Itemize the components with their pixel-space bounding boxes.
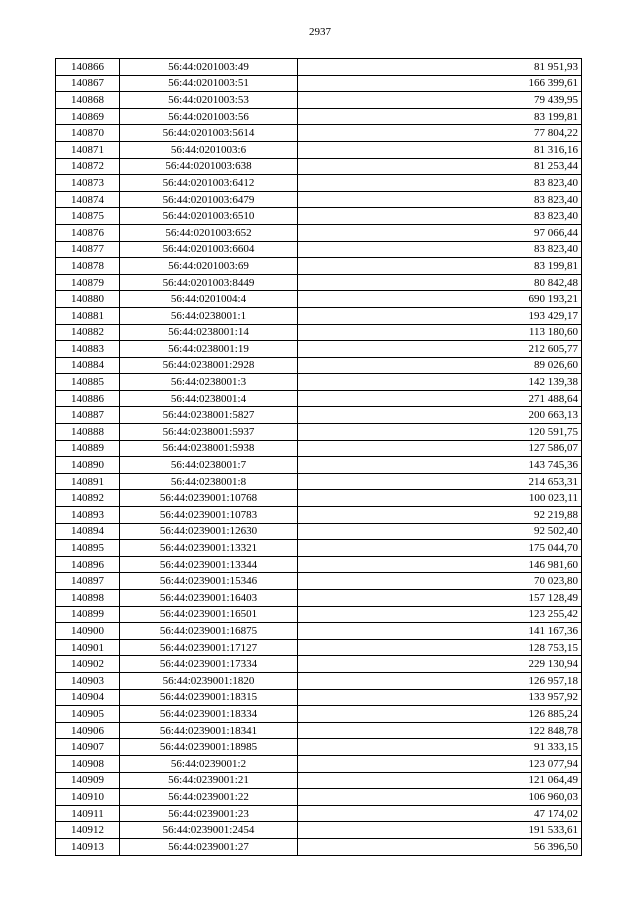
cadastral-number-cell: 56:44:0201004:4 — [120, 291, 298, 308]
table-row — [56, 440, 582, 457]
row-number-cell: 140895 — [56, 540, 120, 557]
value-cell: 92 502,40 — [298, 523, 582, 540]
table-row — [56, 241, 582, 258]
table-row — [56, 556, 582, 573]
table-row — [56, 722, 582, 739]
table-row — [56, 822, 582, 839]
cadastral-number-cell: 56:44:0238001:5937 — [120, 424, 298, 441]
row-number-cell: 140904 — [56, 689, 120, 706]
table-row — [56, 789, 582, 806]
value-cell: 47 174,02 — [298, 805, 582, 822]
cadastral-number-cell: 56:44:0239001:10768 — [120, 490, 298, 507]
row-number-cell: 140887 — [56, 407, 120, 424]
row-number-cell: 140888 — [56, 424, 120, 441]
row-number-cell: 140897 — [56, 573, 120, 590]
value-cell: 83 823,40 — [298, 191, 582, 208]
cadastral-number-cell: 56:44:0201003:56 — [120, 108, 298, 125]
value-cell: 126 957,18 — [298, 672, 582, 689]
table-row — [56, 390, 582, 407]
cadastral-value-table — [55, 58, 582, 856]
row-number-cell: 140877 — [56, 241, 120, 258]
cadastral-number-cell: 56:44:0239001:16875 — [120, 623, 298, 640]
value-cell: 212 605,77 — [298, 341, 582, 358]
cadastral-number-cell: 56:44:0238001:5938 — [120, 440, 298, 457]
row-number-cell: 140878 — [56, 258, 120, 275]
row-number-cell: 140905 — [56, 706, 120, 723]
cadastral-number-cell: 56:44:0239001:1820 — [120, 672, 298, 689]
cadastral-number-cell: 56:44:0201003:6479 — [120, 191, 298, 208]
row-number-cell: 140886 — [56, 390, 120, 407]
table-row — [56, 473, 582, 490]
value-cell: 200 663,13 — [298, 407, 582, 424]
row-number-cell: 140874 — [56, 191, 120, 208]
cadastral-number-cell: 56:44:0201003:51 — [120, 75, 298, 92]
table-row — [56, 639, 582, 656]
row-number-cell: 140912 — [56, 822, 120, 839]
cadastral-number-cell: 56:44:0238001:5827 — [120, 407, 298, 424]
row-number-cell: 140868 — [56, 92, 120, 109]
table-row — [56, 457, 582, 474]
cadastral-number-cell: 56:44:0201003:6510 — [120, 208, 298, 225]
value-cell: 83 823,40 — [298, 208, 582, 225]
cadastral-number-cell: 56:44:0201003:8449 — [120, 274, 298, 291]
table-row — [56, 490, 582, 507]
row-number-cell: 140869 — [56, 108, 120, 125]
cadastral-number-cell: 56:44:0239001:16501 — [120, 606, 298, 623]
table-row — [56, 656, 582, 673]
row-number-cell: 140872 — [56, 158, 120, 175]
row-number-cell: 140906 — [56, 722, 120, 739]
row-number-cell: 140896 — [56, 556, 120, 573]
cadastral-number-cell: 56:44:0239001:2454 — [120, 822, 298, 839]
cadastral-number-cell: 56:44:0201003:69 — [120, 258, 298, 275]
row-number-cell: 140884 — [56, 357, 120, 374]
row-number-cell: 140894 — [56, 523, 120, 540]
cadastral-number-cell: 56:44:0239001:17334 — [120, 656, 298, 673]
value-cell: 193 429,17 — [298, 307, 582, 324]
cadastral-number-cell: 56:44:0239001:13321 — [120, 540, 298, 557]
value-cell: 271 488,64 — [298, 390, 582, 407]
value-cell: 83 823,40 — [298, 175, 582, 192]
row-number-cell: 140907 — [56, 739, 120, 756]
row-number-cell: 140913 — [56, 838, 120, 855]
table-row — [56, 739, 582, 756]
cadastral-number-cell: 56:44:0201003:652 — [120, 224, 298, 241]
row-number-cell: 140911 — [56, 805, 120, 822]
cadastral-number-cell: 56:44:0201003:49 — [120, 59, 298, 76]
value-cell: 81 951,93 — [298, 59, 582, 76]
value-cell: 690 193,21 — [298, 291, 582, 308]
value-cell: 91 333,15 — [298, 739, 582, 756]
table-row — [56, 606, 582, 623]
table-row — [56, 540, 582, 557]
cadastral-number-cell: 56:44:0239001:21 — [120, 772, 298, 789]
row-number-cell: 140898 — [56, 590, 120, 607]
row-number-cell: 140893 — [56, 507, 120, 524]
cadastral-number-cell: 56:44:0201003:5614 — [120, 125, 298, 142]
table-row — [56, 191, 582, 208]
cadastral-number-cell: 56:44:0239001:18341 — [120, 722, 298, 739]
cadastral-number-cell: 56:44:0201003:6412 — [120, 175, 298, 192]
value-cell: 123 255,42 — [298, 606, 582, 623]
cadastral-number-cell: 56:44:0201003:6 — [120, 141, 298, 158]
value-cell: 81 253,44 — [298, 158, 582, 175]
cadastral-number-cell: 56:44:0238001:7 — [120, 457, 298, 474]
value-cell: 143 745,36 — [298, 457, 582, 474]
cadastral-number-cell: 56:44:0239001:22 — [120, 789, 298, 806]
cadastral-number-cell: 56:44:0239001:12630 — [120, 523, 298, 540]
value-cell: 97 066,44 — [298, 224, 582, 241]
value-cell: 128 753,15 — [298, 639, 582, 656]
cadastral-number-cell: 56:44:0239001:16403 — [120, 590, 298, 607]
value-cell: 229 130,94 — [298, 656, 582, 673]
table-row — [56, 141, 582, 158]
row-number-cell: 140871 — [56, 141, 120, 158]
value-cell: 56 396,50 — [298, 838, 582, 855]
value-cell: 89 026,60 — [298, 357, 582, 374]
value-cell: 92 219,88 — [298, 507, 582, 524]
table-row — [56, 158, 582, 175]
row-number-cell: 140879 — [56, 274, 120, 291]
value-cell: 113 180,60 — [298, 324, 582, 341]
cadastral-number-cell: 56:44:0238001:19 — [120, 341, 298, 358]
row-number-cell: 140866 — [56, 59, 120, 76]
cadastral-number-cell: 56:44:0239001:15346 — [120, 573, 298, 590]
row-number-cell: 140890 — [56, 457, 120, 474]
cadastral-number-cell: 56:44:0239001:18985 — [120, 739, 298, 756]
cadastral-number-cell: 56:44:0238001:4 — [120, 390, 298, 407]
cadastral-number-cell: 56:44:0239001:23 — [120, 805, 298, 822]
table-row — [56, 590, 582, 607]
value-cell: 122 848,78 — [298, 722, 582, 739]
cadastral-number-cell: 56:44:0238001:8 — [120, 473, 298, 490]
value-cell: 83 199,81 — [298, 258, 582, 275]
value-cell: 126 885,24 — [298, 706, 582, 723]
cadastral-number-cell: 56:44:0239001:27 — [120, 838, 298, 855]
table-row — [56, 341, 582, 358]
row-number-cell: 140899 — [56, 606, 120, 623]
value-cell: 191 533,61 — [298, 822, 582, 839]
row-number-cell: 140891 — [56, 473, 120, 490]
value-cell: 80 842,48 — [298, 274, 582, 291]
table-row — [56, 507, 582, 524]
value-cell: 83 823,40 — [298, 241, 582, 258]
row-number-cell: 140901 — [56, 639, 120, 656]
cadastral-number-cell: 56:44:0201003:53 — [120, 92, 298, 109]
cadastral-number-cell: 56:44:0239001:18334 — [120, 706, 298, 723]
table-row — [56, 291, 582, 308]
table-row — [56, 672, 582, 689]
row-number-cell: 140885 — [56, 374, 120, 391]
row-number-cell: 140900 — [56, 623, 120, 640]
cadastral-number-cell: 56:44:0239001:13344 — [120, 556, 298, 573]
table-row — [56, 108, 582, 125]
value-cell: 133 957,92 — [298, 689, 582, 706]
table-row — [56, 772, 582, 789]
row-number-cell: 140883 — [56, 341, 120, 358]
row-number-cell: 140873 — [56, 175, 120, 192]
value-cell: 77 804,22 — [298, 125, 582, 142]
row-number-cell: 140910 — [56, 789, 120, 806]
value-cell: 141 167,36 — [298, 623, 582, 640]
value-cell: 121 064,49 — [298, 772, 582, 789]
cadastral-number-cell: 56:44:0238001:3 — [120, 374, 298, 391]
cadastral-number-cell: 56:44:0239001:18315 — [120, 689, 298, 706]
row-number-cell: 140875 — [56, 208, 120, 225]
table-row — [56, 838, 582, 855]
value-cell: 81 316,16 — [298, 141, 582, 158]
table-row — [56, 689, 582, 706]
value-cell: 123 077,94 — [298, 755, 582, 772]
row-number-cell: 140902 — [56, 656, 120, 673]
row-number-cell: 140881 — [56, 307, 120, 324]
cadastral-number-cell: 56:44:0239001:10783 — [120, 507, 298, 524]
cadastral-number-cell: 56:44:0239001:2 — [120, 755, 298, 772]
table-row — [56, 75, 582, 92]
table-row — [56, 357, 582, 374]
value-cell: 79 439,95 — [298, 92, 582, 109]
value-cell: 70 023,80 — [298, 573, 582, 590]
table-row — [56, 59, 582, 76]
cadastral-number-cell: 56:44:0238001:1 — [120, 307, 298, 324]
row-number-cell: 140870 — [56, 125, 120, 142]
value-cell: 166 399,61 — [298, 75, 582, 92]
row-number-cell: 140882 — [56, 324, 120, 341]
table-row — [56, 755, 582, 772]
cadastral-number-cell: 56:44:0201003:638 — [120, 158, 298, 175]
table-row — [56, 224, 582, 241]
value-cell: 157 128,49 — [298, 590, 582, 607]
table-row — [56, 374, 582, 391]
value-cell: 146 981,60 — [298, 556, 582, 573]
table-row — [56, 623, 582, 640]
cadastral-number-cell: 56:44:0238001:14 — [120, 324, 298, 341]
row-number-cell: 140880 — [56, 291, 120, 308]
table-row — [56, 125, 582, 142]
table-row — [56, 706, 582, 723]
value-cell: 83 199,81 — [298, 108, 582, 125]
value-cell: 142 139,38 — [298, 374, 582, 391]
cadastral-number-cell: 56:44:0238001:2928 — [120, 357, 298, 374]
value-cell: 127 586,07 — [298, 440, 582, 457]
table-row — [56, 274, 582, 291]
row-number-cell: 140892 — [56, 490, 120, 507]
table-body — [56, 59, 582, 856]
row-number-cell: 140889 — [56, 440, 120, 457]
row-number-cell: 140903 — [56, 672, 120, 689]
value-cell: 106 960,03 — [298, 789, 582, 806]
table-row — [56, 208, 582, 225]
table-row — [56, 424, 582, 441]
row-number-cell: 140909 — [56, 772, 120, 789]
page-number: 2937 — [309, 26, 331, 38]
table-row — [56, 805, 582, 822]
table-row — [56, 92, 582, 109]
value-cell: 120 591,75 — [298, 424, 582, 441]
value-cell: 100 023,11 — [298, 490, 582, 507]
value-cell: 175 044,70 — [298, 540, 582, 557]
table-row — [56, 175, 582, 192]
cadastral-number-cell: 56:44:0239001:17127 — [120, 639, 298, 656]
value-cell: 214 653,31 — [298, 473, 582, 490]
cadastral-number-cell: 56:44:0201003:6604 — [120, 241, 298, 258]
table-row — [56, 307, 582, 324]
table-row — [56, 407, 582, 424]
table-row — [56, 258, 582, 275]
table-row — [56, 523, 582, 540]
row-number-cell: 140867 — [56, 75, 120, 92]
table-row — [56, 573, 582, 590]
row-number-cell: 140908 — [56, 755, 120, 772]
table-row — [56, 324, 582, 341]
row-number-cell: 140876 — [56, 224, 120, 241]
